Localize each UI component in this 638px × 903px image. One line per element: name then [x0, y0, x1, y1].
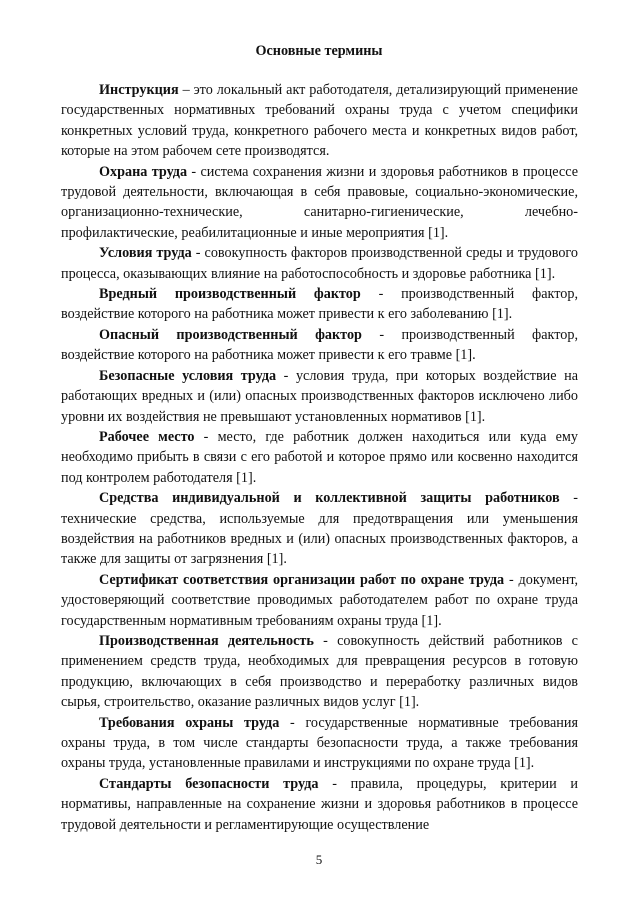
definition-term: Сертификат соответствия организации работ по охране труда: [99, 571, 505, 588]
definition-paragraph: [61, 713, 578, 774]
definition-term: Требования охраны труда: [99, 714, 280, 731]
definition-paragraph: [61, 366, 578, 427]
definition-text: - место, где работник должен находиться или куда ему необходимо прибыть в связи с его работой и которое прямо или косвенно находится под контролем работодателя [1].: [61, 428, 578, 486]
definitions-body: [61, 80, 578, 835]
definition-text: - государственные нормативные требования охраны труда, в том числе стандарты безопасности труда, а также требования охраны труда, установленные правилами и инструкциями по охране труда [1].: [61, 714, 578, 772]
definition-text: - совокупность действий работников с применением средств труда, необходимых для превращения ресурсов в готовую продукцию, включающих в себя производство и переработку различных видов сырья, строительство, оказание различных видов услуг [1].: [61, 632, 578, 711]
definition-text: – это локальный акт работодателя, детализирующий применение государственных нормативных требований охраны труда с учетом специфики конкретных условий труда, конкретного рабочего места и конкретных видов работ, которые на этом рабочем сете производятся.: [61, 82, 578, 160]
definition-text: - документ, удостоверяющий соответствие проводимых работодателем работ по охране труда государственным нормативным требованиям охраны труда [1].: [61, 571, 578, 629]
definition-paragraph: [61, 243, 578, 284]
page-number: 5: [315, 852, 323, 867]
definition-paragraph: [61, 488, 578, 570]
definition-text: - условия труда, при которых воздействие на работающих вредных и (или) опасных производственных факторов исключено либо уровни их воздействия не превышают установленных нормативов [1].: [61, 367, 578, 425]
definition-text: - производственный фактор, воздействие которого на работника может привести к его заболеванию [1].: [61, 286, 579, 323]
definition-term: Рабочее место: [99, 428, 195, 445]
definition-term: Вредный производственный фактор: [99, 286, 361, 303]
definition-term: Стандарты безопасности труда: [99, 775, 319, 792]
definition-term: Охрана труда: [99, 163, 188, 180]
definition-term: Производственная деятельность: [99, 632, 314, 649]
definition-term: Средства индивидуальной и коллективной защиты работников: [99, 490, 560, 507]
definition-paragraph: [61, 427, 578, 488]
definition-paragraph: [61, 631, 578, 713]
definition-term: Инструкция: [99, 82, 179, 98]
definition-term: Условия труда: [99, 245, 192, 262]
definition-paragraph: [61, 80, 578, 162]
definition-text: - правила, процедуры, критерии и нормативы, направленные на сохранение жизни и здоровья работников в процессе трудовой деятельности и регламентирующие осуществление: [61, 775, 578, 833]
definition-paragraph: [61, 774, 578, 835]
definition-text: - производственный фактор, воздействие которого на работника может привести к его травме [1].: [61, 326, 578, 364]
definition-text: - совокупность факторов производственной среды и трудового процесса, оказывающих влияние на работоспособность и здоровье работника [1].: [61, 245, 578, 282]
definition-paragraph: [61, 325, 578, 366]
definition-term: Опасный производственный фактор: [99, 326, 362, 343]
definition-term: Безопасные условия труда: [99, 367, 277, 384]
definition-text: - система сохранения жизни и здоровья работников в процессе трудовой деятельности, включающая в себя правовые, социально-экономические, организационно-технические, санитарно-гигиенические, лечебно-профилактические, реабилитационные и иные мероприятия [1].: [61, 163, 578, 241]
definition-paragraph: [61, 162, 578, 244]
definition-paragraph: [61, 284, 578, 325]
page-title: Основные термины: [255, 43, 383, 59]
definition-text: - технические средства, используемые для предотвращения или уменьшения воздействия на работников вредных и (или) опасных производственных факторов, а также для защиты от загрязнения [1].: [61, 490, 578, 568]
definition-paragraph: [61, 570, 578, 631]
